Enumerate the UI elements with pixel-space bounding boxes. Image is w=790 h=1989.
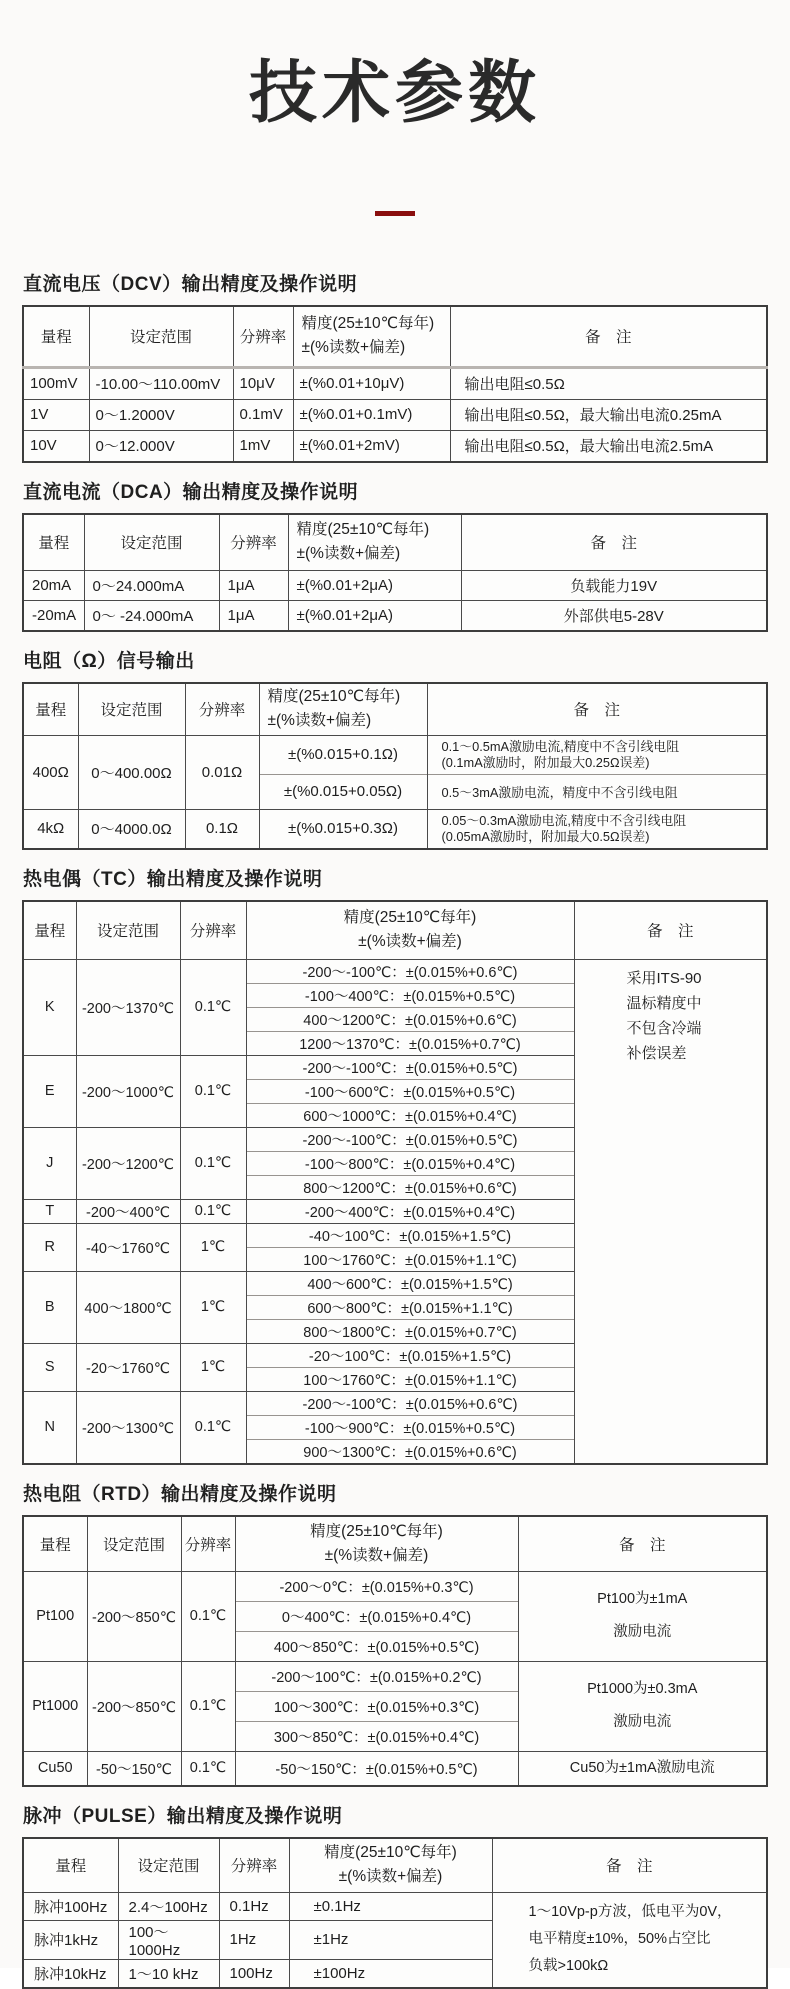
table-cell: -100～800℃：±(0.015%+0.4℃) [246,1151,574,1175]
table-header-cell: 备 注 [574,901,767,960]
spec-table-host [22,513,766,632]
table-cell: -200～1370℃ [76,959,180,1055]
table-header-cell: 精度(25±10℃每年) ±(%读数+偏差) [246,901,574,960]
table-cell: ±(%0.01+2μA) [288,570,461,600]
table-header-cell: 设定范围 [84,514,219,571]
table-header-row [23,306,767,368]
table-row [23,399,767,430]
table-remark-cell: 输出电阻≤0.5Ω，最大输出电流0.25mA [450,399,767,430]
table-header-cell: 精度(25±10℃每年) ±(%读数+偏差) [259,683,427,736]
table-remark-cell: 输出电阻≤0.5Ω，最大输出电流2.5mA [450,430,767,462]
spec-table-host [22,900,766,1465]
table-cell: ±(%0.01+2mV) [293,430,450,462]
table-cell: -10.00～110.00mV [89,367,233,399]
table-header-cell: 分辨率 [219,514,288,571]
table-remark-cell: 1～10Vp-p方波，低电平为0V， 电平精度±10%，50%占空比 负载>100kΩ [492,1892,767,1988]
table-cell: 0～12.000V [89,430,233,462]
table-header-cell: 量程 [23,1838,118,1893]
table-cell: 0.1mV [233,399,293,430]
table-cell: 0～1.2000V [89,399,233,430]
table-header-cell: 设定范围 [87,1516,181,1572]
table-cell: 100Hz [219,1959,289,1988]
table-header-row [23,514,767,571]
table-cell: -200～0℃：±(0.015%+0.3℃) [235,1571,518,1601]
page-title: 技术参数 [248,55,541,131]
table-cell: 0.1Hz [219,1892,289,1920]
spec-table [22,305,768,463]
table-cell: E [23,1055,76,1127]
table-header-cell: 设定范围 [78,683,185,736]
spec-table-host [22,682,766,850]
table-remark-cell: Pt1000为±0.3mA 激励电流 [518,1661,767,1751]
table-cell: ±(%0.015+0.1Ω) [259,735,427,774]
table-header-cell: 分辨率 [233,306,293,368]
table-row [23,430,767,462]
section-resistance [22,649,766,850]
table-header-cell: 备 注 [450,306,767,368]
table-cell: -200～850℃ [87,1661,181,1751]
table-remark-cell: 0.5～3mA激励电流，精度中不含引线电阻 [427,774,767,809]
table-cell: Pt100 [23,1571,87,1661]
table-row [23,1892,767,1920]
spec-table [22,900,768,1465]
table-cell: 900～1300℃：±(0.015%+0.6℃) [246,1439,574,1464]
table-cell: -200～400℃ [76,1199,180,1223]
table-cell: K [23,959,76,1055]
table-cell: 20mA [23,570,84,600]
content [0,272,790,1989]
spec-table-host [22,1515,766,1787]
table-cell: 400～850℃：±(0.015%+0.5℃) [235,1631,518,1661]
table-row [23,600,767,631]
section-title: 电阻（Ω）信号输出 [23,650,195,672]
table-header-cell: 量程 [23,901,76,960]
table-cell: 300～850℃：±(0.015%+0.4℃) [235,1721,518,1751]
section-title: 热电偶（TC）输出精度及操作说明 [23,868,323,890]
section-dcv [22,272,766,463]
table-row [23,1661,767,1691]
spec-table [22,1837,768,1989]
spec-table-host [22,1837,766,1989]
section-pulse [22,1804,766,1989]
table-header-row [23,1838,767,1893]
table-cell: 2.4～100Hz [118,1892,219,1920]
table-cell: 0.1℃ [180,1055,246,1127]
table-cell: -200～1200℃ [76,1127,180,1199]
table-cell: 1mV [233,430,293,462]
table-cell: -100～600℃：±(0.015%+0.5℃) [246,1079,574,1103]
table-cell: 100～1760℃：±(0.015%+1.1℃) [246,1367,574,1391]
table-cell: -20～1760℃ [76,1343,180,1391]
table-cell: ±100Hz [289,1959,492,1988]
table-cell: 0～400.00Ω [78,735,185,809]
table-cell: J [23,1127,76,1199]
section-title: 直流电压（DCV）输出精度及操作说明 [23,273,358,295]
table-cell: -20mA [23,600,84,631]
table-cell: Cu50 [23,1751,87,1786]
table-cell: 800～1200℃：±(0.015%+0.6℃) [246,1175,574,1199]
section-title: 直流电流（DCA）输出精度及操作说明 [23,481,359,503]
table-cell: -200～1300℃ [76,1391,180,1464]
table-cell: 1V [23,399,89,430]
table-header-cell: 精度(25±10℃每年) ±(%读数+偏差) [288,514,461,571]
table-header-row [23,1516,767,1572]
table-cell: 800～1800℃：±(0.015%+0.7℃) [246,1319,574,1343]
table-cell: B [23,1271,76,1343]
table-cell: 0～400℃：±(0.015%+0.4℃) [235,1601,518,1631]
table-cell: -200～-100℃：±(0.015%+0.6℃) [246,1391,574,1415]
table-remark-cell: 输出电阻≤0.5Ω [450,367,767,399]
table-remark-cell: 负载能力19V [461,570,767,600]
table-cell: 1～10 kHz [118,1959,219,1988]
table-cell: -200～1000℃ [76,1055,180,1127]
section-title: 脉冲（PULSE）输出精度及操作说明 [23,1805,343,1827]
table-header-cell: 精度(25±10℃每年) ±(%读数+偏差) [289,1838,492,1893]
table-header-cell: 备 注 [427,683,767,736]
table-cell: 400～1800℃ [76,1271,180,1343]
table-cell: 0～24.000mA [84,570,219,600]
table-cell: 1℃ [180,1343,246,1391]
table-cell: ±(%0.01+2μA) [288,600,461,631]
table-cell: 0.01Ω [185,735,259,809]
table-cell: ±(%0.015+0.05Ω) [259,774,427,809]
table-cell: 0.1℃ [181,1661,235,1751]
table-cell: -200～-100℃：±(0.015%+0.5℃) [246,1055,574,1079]
table-header-cell: 量程 [23,683,78,736]
table-cell: 600～800℃：±(0.015%+1.1℃) [246,1295,574,1319]
table-header-cell: 分辨率 [181,1516,235,1572]
table-header-cell: 精度(25±10℃每年) ±(%读数+偏差) [293,306,450,368]
table-cell: 4kΩ [23,809,78,849]
table-cell: 400～600℃：±(0.015%+1.5℃) [246,1271,574,1295]
table-cell: S [23,1343,76,1391]
table-cell: -100～400℃：±(0.015%+0.5℃) [246,983,574,1007]
table-cell: -50～150℃：±(0.015%+0.5℃) [235,1751,518,1786]
table-remark-cell: 0.05～0.3mA激励电流,精度中不含引线电阻 (0.05mA激励时，附加最大0.5Ω误差) [427,809,767,849]
table-cell: 脉冲1kHz [23,1920,118,1959]
section-tc [22,867,766,1465]
table-cell: 400Ω [23,735,78,809]
table-cell: 0.1℃ [181,1571,235,1661]
table-row [23,570,767,600]
table-row [23,367,767,399]
table-cell: -200～-100℃：±(0.015%+0.6℃) [246,959,574,983]
table-cell: T [23,1199,76,1223]
table-cell: 脉冲10kHz [23,1959,118,1988]
table-header-cell: 设定范围 [89,306,233,368]
table-cell: 0.1Ω [185,809,259,849]
table-cell: -50～150℃ [87,1751,181,1786]
table-remark-cell: 外部供电5-28V [461,600,767,631]
table-cell: 脉冲100Hz [23,1892,118,1920]
table-remark-cell: 采用ITS-90 温标精度中 不包含冷端 补偿误差 [574,959,767,1464]
table-cell: 600～1000℃：±(0.015%+0.4℃) [246,1103,574,1127]
table-header-cell: 分辨率 [180,901,246,960]
table-cell: 10μV [233,367,293,399]
table-cell: ±(%0.01+10μV) [293,367,450,399]
table-remark-cell: Cu50为±1mA激励电流 [518,1751,767,1786]
table-header-cell: 备 注 [461,514,767,571]
spec-table [22,513,768,632]
table-header-cell: 精度(25±10℃每年) ±(%读数+偏差) [235,1516,518,1572]
table-cell: 10V [23,430,89,462]
spec-table [22,682,768,850]
table-header-row [23,901,767,960]
table-cell: 0.1℃ [180,1199,246,1223]
section-dca [22,480,766,632]
table-header-cell: 设定范围 [118,1838,219,1893]
table-cell: 1200～1370℃：±(0.015%+0.7℃) [246,1031,574,1055]
table-cell: -200～400℃：±(0.015%+0.4℃) [246,1199,574,1223]
table-cell: -200～100℃：±(0.015%+0.2℃) [235,1661,518,1691]
table-cell: 0.1℃ [180,1127,246,1199]
table-header-row [23,683,767,736]
table-cell: ±0.1Hz [289,1892,492,1920]
table-cell: 1Hz [219,1920,289,1959]
table-header-cell: 分辨率 [185,683,259,736]
table-remark-cell: 0.1～0.5mA激励电流,精度中不含引线电阻 (0.1mA激励时，附加最大0.25Ω误差) [427,735,767,774]
table-cell: Pt1000 [23,1661,87,1751]
table-cell: 0.1℃ [181,1751,235,1786]
table-cell: -200～850℃ [87,1571,181,1661]
table-row [23,1571,767,1601]
table-cell: 1℃ [180,1223,246,1271]
table-cell: ±(%0.015+0.3Ω) [259,809,427,849]
table-cell: 0～ -24.000mA [84,600,219,631]
table-cell: -200～-100℃：±(0.015%+0.5℃) [246,1127,574,1151]
table-cell: -20～100℃：±(0.015%+1.5℃) [246,1343,574,1367]
table-row [23,959,767,983]
table-header-cell: 备 注 [492,1838,767,1893]
table-cell: 0.1℃ [180,959,246,1055]
table-cell: 0～4000.0Ω [78,809,185,849]
table-remark-cell: Pt100为±1mA 激励电流 [518,1571,767,1661]
table-cell: ±1Hz [289,1920,492,1959]
table-cell: R [23,1223,76,1271]
table-header-cell: 量程 [23,1516,87,1572]
table-row [23,735,767,774]
table-cell: 100mV [23,367,89,399]
table-cell: ±(%0.01+0.1mV) [293,399,450,430]
table-row [23,809,767,849]
table-cell: 400～1200℃：±(0.015%+0.6℃) [246,1007,574,1031]
table-header-cell: 量程 [23,514,84,571]
table-cell: N [23,1391,76,1464]
table-header-cell: 分辨率 [219,1838,289,1893]
table-cell: -40～100℃：±(0.015%+1.5℃) [246,1223,574,1247]
table-cell: 1μA [219,600,288,631]
table-header-cell: 量程 [23,306,89,368]
table-cell: 0.1℃ [180,1391,246,1464]
table-row [23,1751,767,1786]
table-cell: 1℃ [180,1271,246,1343]
table-cell: 100～1760℃：±(0.015%+1.1℃) [246,1247,574,1271]
table-cell: 100～1000Hz [118,1920,219,1959]
section-title: 热电阻（RTD）输出精度及操作说明 [23,1483,337,1505]
table-cell: -100～900℃：±(0.015%+0.5℃) [246,1415,574,1439]
table-cell: -40～1760℃ [76,1223,180,1271]
title-underline [375,211,415,216]
spec-table [22,1515,768,1787]
spec-table-host [22,305,766,463]
table-cell: 1μA [219,570,288,600]
table-header-cell: 设定范围 [76,901,180,960]
table-header-cell: 备 注 [518,1516,767,1572]
table-cell: 100～300℃：±(0.015%+0.3℃) [235,1691,518,1721]
section-rtd [22,1482,766,1787]
